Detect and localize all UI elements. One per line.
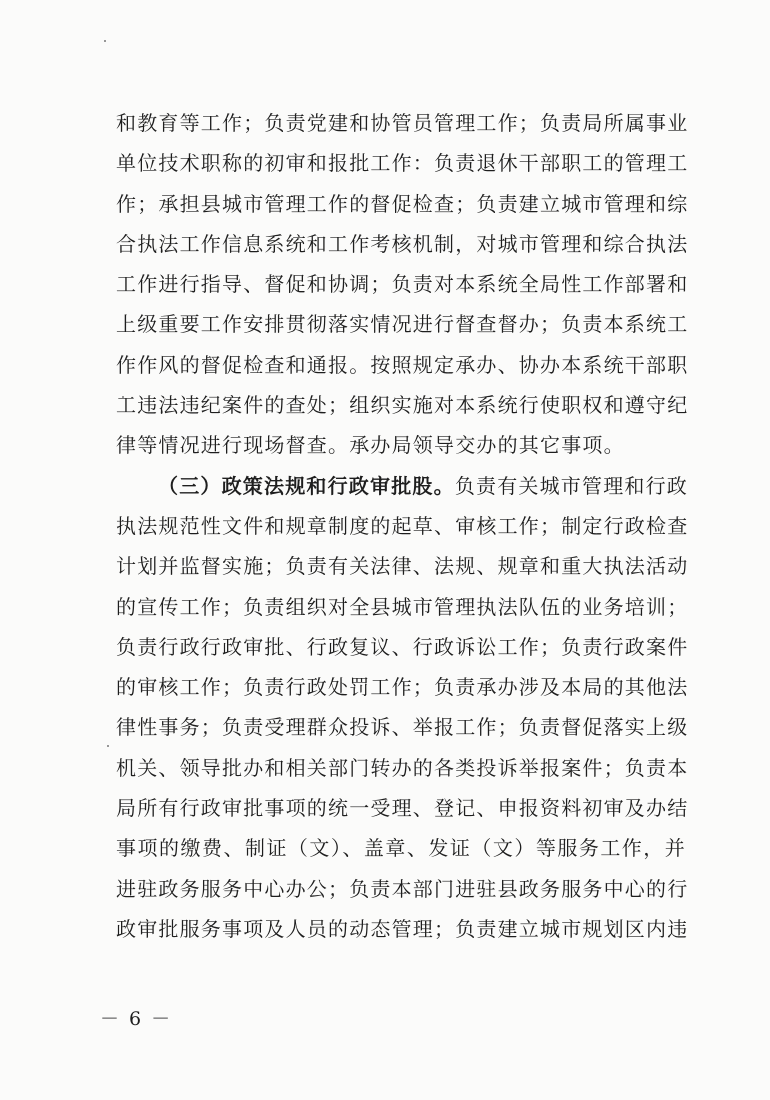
section-heading: （三）政策法规和行政审批股。 (158, 473, 455, 498)
paragraph-line: 计划并监督实施；负责有关法律、法规、规章和重大执法活动 (116, 554, 689, 579)
paragraph-line: 工作进行指导、督促和协调；负责对本系统全局性工作部署和 (116, 272, 689, 297)
paragraph-line: 事项的缴费、制证（文）、盖章、发证（文）等服务工作，并 (116, 836, 686, 861)
scan-speck (104, 40, 106, 42)
paragraph-line: 工违法违纪案件的查处；组织实施对本系统行使职权和遵守纪 (116, 393, 689, 418)
page-number: － 6 － (100, 1008, 173, 1030)
paragraph-line: 执法规范性文件和规章制度的起草、审核工作；制定行政检查 (116, 513, 689, 538)
paragraph-line: 单位技术职称的初审和报批工作：负责退休干部职工的管理工 (116, 151, 689, 176)
paragraph-line: 的审核工作；负责行政处罚工作；负责承办涉及本局的其他法 (116, 675, 689, 700)
paragraph-line: 合执法工作信息系统和工作考核机制，对城市管理和综合执法 (116, 231, 689, 256)
paragraph-line: 作作风的督促检查和通报。按照规定承办、协办本系统干部职 (116, 352, 689, 377)
paragraph-line: 机关、领导批办和相关部门转办的各类投诉举报案件；负责本 (116, 755, 689, 780)
paragraph-line: 负责行政行政审批、行政复议、行政诉讼工作；负责行政案件 (116, 634, 689, 659)
paragraph-line: 上级重要工作安排贯彻落实情况进行督查督办；负责本系统工 (116, 312, 689, 337)
section-heading-rest: 负责有关城市管理和行政 (454, 473, 689, 498)
paragraph-line: 进驻政务服务中心办公；负责本部门进驻县政务服务中心的行 (116, 876, 689, 901)
scan-speck (107, 745, 109, 747)
paragraph-line: 政审批服务事项及人员的动态管理；负责建立城市规划区内违 (116, 916, 689, 941)
paragraph-line: 律等情况进行现场督查。承办局领导交办的其它事项。 (116, 433, 625, 458)
paragraph-line: 的宣传工作；负责组织对全县城市管理执法队伍的业务培训； (116, 594, 689, 619)
paragraph-line: 作；承担县城市管理工作的督促检查；负责建立城市管理和综 (116, 191, 689, 216)
paragraph-line: 和教育等工作；负责党建和协管员管理工作；负责局所属事业 (116, 111, 689, 135)
paragraph-line: 局所有行政审批事项的统一受理、登记、申报资料初审及办结 (116, 796, 689, 821)
body-text (116, 103, 689, 949)
section-heading-line (116, 466, 689, 506)
paragraph-line: 律性事务；负责受理群众投诉、举报工作；负责督促落实上级 (116, 715, 689, 740)
